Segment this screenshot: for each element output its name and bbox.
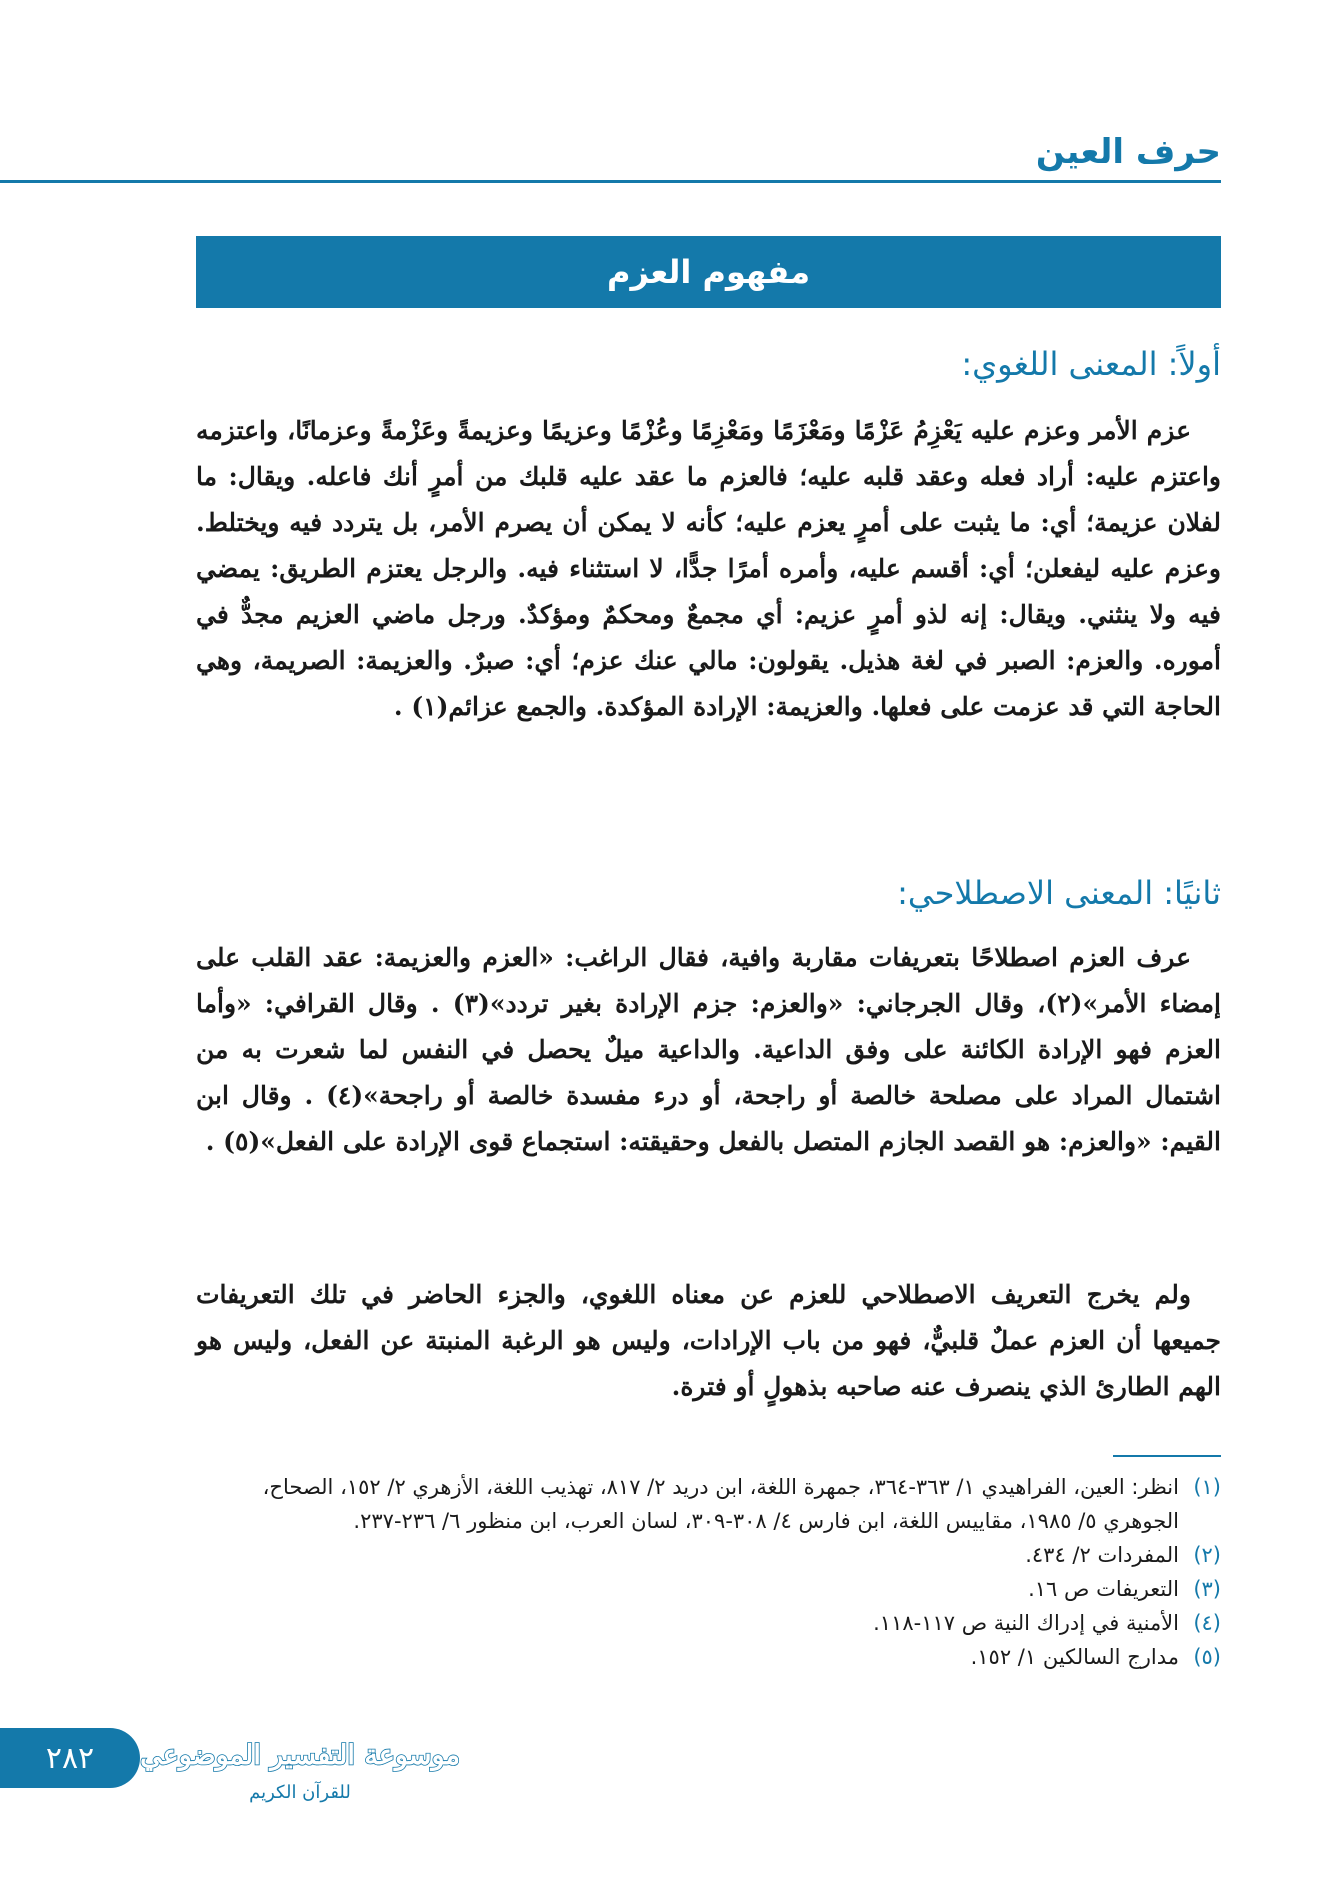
- section-title: مفهوم العزم: [606, 253, 811, 291]
- chapter-header-title: حرف العين: [1035, 132, 1221, 172]
- footnotes: [196, 1470, 1221, 1674]
- footnote-number: (٥): [1193, 1645, 1221, 1669]
- technical-meaning-heading: ثانيًا: المعنى الاصطلاحي:: [897, 874, 1221, 912]
- footnote-text: انظر: العين، الفراهيدي ١/ ٣٦٣-٣٦٤، جمهرة اللغة، ابن دريد ٢/ ٨١٧، تهذيب اللغة، الأزهري ٢/ ١٥٢، الصحاح، الجوهري ٥/ ١٩٨٥، مقاييس اللغة، ابن فارس ٤/ ٣٠٨-٣٠٩، لسان العرب، ابن منظور ٦/ ٢٣٦-٢٣٧.: [262, 1475, 1179, 1533]
- technical-meaning-text-1: عرف العزم اصطلاحًا بتعريفات مقاربة وافية، فقال الراغب: «العزم والعزيمة: عقد القلب على إمضاء الأمر»(٢)، وقال الجرجاني: «والعزم: جزم الإرادة بغير تردد»(٣) . وقال القرافي: «وأما العزم فهو الإرادة الكائنة على وفق الداعية. والداعية ميلٌ يحصل في النفس لما شعرت به من اشتمال المراد على مصلحة خالصة أو راجحة، أو درء مفسدة خالصة أو راجحة»(٤) . وقال ابن القيم: «والعزم: هو القصد الجازم المتصل بالفعل وحقيقته: استجماع قوى الإرادة على الفعل»(٥) .: [196, 943, 1222, 1156]
- logo-line-2: للقرآن الكريم: [249, 1782, 351, 1803]
- footnote-number: (٤): [1193, 1611, 1221, 1635]
- footnote-text: المفردات ٢/ ٤٣٤.: [1025, 1543, 1179, 1567]
- technical-meaning-paragraph-2: [196, 1272, 1221, 1410]
- footnote-item: [196, 1606, 1221, 1640]
- footnote-separator: [1113, 1455, 1221, 1457]
- technical-meaning-paragraph-1: [196, 935, 1221, 1165]
- linguistic-meaning-text: عزم الأمر وعزم عليه يَعْزِمُ عَزْمًا ومَعْزَمًا ومَعْزِمًا وعُزْمًا وعزيمًا وعزيمةً وعَزْمةً وعزمانًا، واعتزمه واعتزم عليه: أراد فعله وعقد قلبه عليه؛ فالعزم ما عقد عليه قلبك من أمرٍ أنك فاعله. ويقال: ما لفلان عزيمة؛ أي: ما يثبت على أمرٍ يعزم عليه؛ كأنه لا يمكن أن يصرم الأمر، بل يتردد فيه ويختلط. وعزم عليه ليفعلن؛ أي: أقسم عليه، وأمره أمرًا جدًّا، لا استثناء فيه. والرجل يعتزم الطريق: يمضي فيه ولا ينثني. ويقال: إنه لذو أمرٍ عزيم: أي مجمعٌ ومحكمٌ ومؤكدٌ. ورجل ماضي العزيم مجدٌّ في أموره. والعزم: الصبر في لغة هذيل. يقولون: مالي عنك عزم؛ أي: صبرٌ. والعزيمة: الصريمة، وهي الحاجة التي قد عزمت على فعلها. والعزيمة: الإرادة المؤكدة. والجمع عزائم(١) .: [196, 416, 1221, 721]
- section-title-band: [196, 236, 1221, 308]
- logo-line-1: موسوعة التفسير الموضوعي: [140, 1740, 460, 1771]
- footnote-number: (٢): [1193, 1543, 1221, 1567]
- footnote-number: (١): [1193, 1475, 1221, 1499]
- header-rule: [0, 180, 1221, 183]
- footnote-text: مدارج السالكين ١/ ١٥٢.: [970, 1645, 1179, 1669]
- footnote-text: الأمنية في إدراك النية ص ١١٧-١١٨.: [873, 1611, 1179, 1635]
- footnote-item: [196, 1538, 1221, 1572]
- footnote-number: (٣): [1193, 1577, 1221, 1601]
- footnote-item: [196, 1640, 1221, 1674]
- encyclopedia-logo: [140, 1716, 460, 1816]
- technical-meaning-text-2: ولم يخرج التعريف الاصطلاحي للعزم عن معناه اللغوي، والجزء الحاضر في تلك التعريفات جميعها أن العزم عملٌ قلبيٌّ، فهو من باب الإرادات، وليس هو الرغبة المنبتة عن الفعل، وليس هو الهم الطارئ الذي ينصرف عنه صاحبه بذهولٍ أو فترة.: [196, 1280, 1221, 1401]
- linguistic-meaning-paragraph: [196, 408, 1221, 730]
- linguistic-meaning-heading: أولاً: المعنى اللغوي:: [961, 345, 1221, 383]
- footnote-item: [196, 1572, 1221, 1606]
- footnote-item: [196, 1470, 1221, 1538]
- footnote-text: التعريفات ص ١٦.: [1028, 1577, 1179, 1601]
- page-number: ٢٨٢: [45, 1740, 95, 1776]
- page-number-tab: [0, 1728, 140, 1788]
